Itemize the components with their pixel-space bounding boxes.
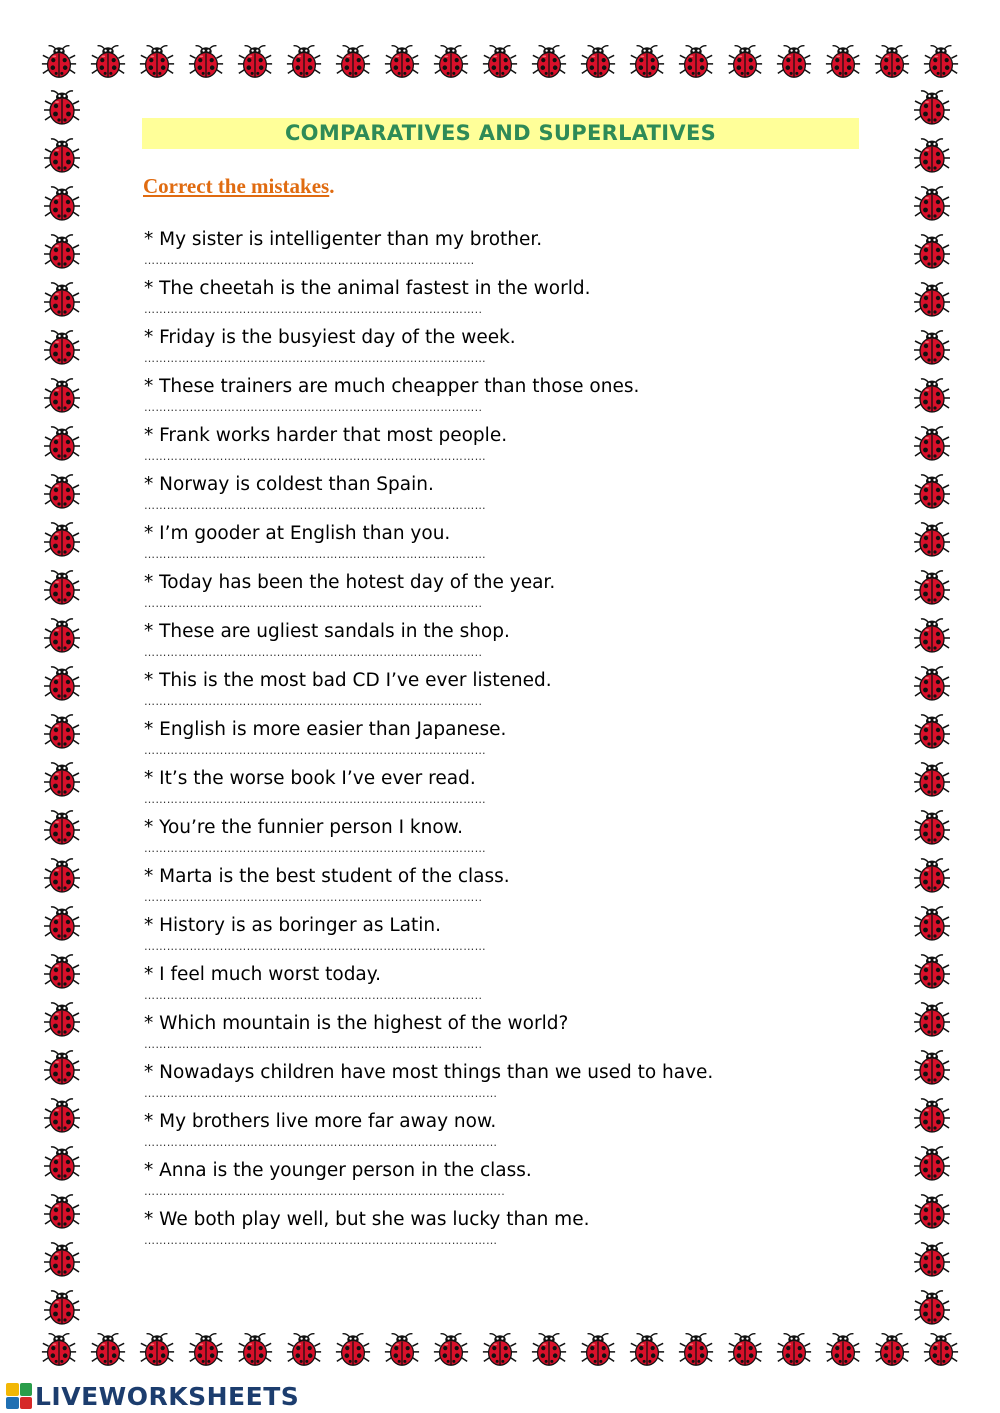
ladybug-icon: [236, 1330, 274, 1370]
answer-line[interactable]: ……………………………………………………………………………: [144, 254, 475, 267]
ladybug-icon: [42, 1192, 82, 1232]
ladybug-icon: [40, 42, 78, 82]
liveworksheets-logo-icon: [6, 1383, 32, 1409]
ladybug-icon: [579, 42, 617, 82]
ladybug-icon: [824, 1330, 862, 1370]
ladybug-icon: [42, 88, 82, 128]
ladybug-icon: [42, 136, 82, 176]
ladybug-icon: [42, 1144, 82, 1184]
ladybug-icon: [481, 42, 519, 82]
exercise-item: [144, 765, 784, 814]
ladybug-icon: [432, 42, 470, 82]
answer-line[interactable]: ………………………………………………………………………………: [144, 450, 486, 463]
ladybug-icon: [42, 328, 82, 368]
ladybug-icon: [42, 856, 82, 896]
ladybug-icon: [912, 1240, 952, 1280]
sentence-text: * English is more easier than Japanese.: [144, 719, 507, 740]
instruction-punct: .: [329, 174, 335, 198]
answer-line[interactable]: ……………………………………………………………………………..: [144, 891, 483, 904]
ladybug-icon: [912, 808, 952, 848]
ladybug-icon: [42, 712, 82, 752]
ladybug-icon: [726, 42, 764, 82]
ladybug-icon: [285, 42, 323, 82]
exercise-item: [144, 618, 784, 667]
ladybug-icon: [912, 376, 952, 416]
ladybug-border-bottom: [40, 1330, 960, 1370]
answer-line[interactable]: ………………………………………………………………………………: [144, 842, 486, 855]
sentence-text: * Norway is coldest than Spain.: [144, 474, 434, 495]
ladybug-icon: [530, 1330, 568, 1370]
footer-logo: [6, 1380, 299, 1412]
title-banner: [142, 118, 859, 149]
ladybug-icon: [40, 1330, 78, 1370]
exercise-item: [144, 1108, 784, 1157]
ladybug-icon: [42, 184, 82, 224]
ladybug-icon: [334, 42, 372, 82]
answer-line[interactable]: ……………………………………………………………………………..: [144, 303, 483, 316]
ladybug-icon: [912, 664, 952, 704]
sentence-text: * It’s the worse book I’ve ever read.: [144, 768, 476, 789]
exercise-item: [144, 1059, 784, 1108]
ladybug-icon: [432, 1330, 470, 1370]
ladybug-icon: [481, 1330, 519, 1370]
answer-line[interactable]: ……………………………………………………………………………..: [144, 695, 483, 708]
ladybug-icon: [383, 42, 421, 82]
exercise-item: [144, 275, 784, 324]
ladybug-icon: [912, 712, 952, 752]
ladybug-icon: [42, 904, 82, 944]
answer-line[interactable]: ………………………………………………………………………………: [144, 793, 486, 806]
ladybug-border-top: [40, 42, 960, 82]
ladybug-icon: [912, 1144, 952, 1184]
sentence-text: * We both play well, but she was lucky than me.: [144, 1209, 590, 1230]
answer-line[interactable]: …………………………………………………………………………………: [144, 1087, 498, 1100]
ladybug-icon: [922, 1330, 960, 1370]
sentence-text: * Today has been the hotest day of the year.: [144, 572, 556, 593]
ladybug-icon: [42, 1240, 82, 1280]
ladybug-icon: [42, 568, 82, 608]
answer-line[interactable]: ……………………………………………………………………………..: [144, 1038, 483, 1051]
ladybug-icon: [912, 1192, 952, 1232]
sentence-text: * This is the most bad CD I’ve ever listened.: [144, 670, 552, 691]
sentence-text: * Anna is the younger person in the class.: [144, 1160, 532, 1181]
ladybug-icon: [42, 1288, 82, 1328]
ladybug-icon: [42, 520, 82, 560]
ladybug-icon: [912, 1096, 952, 1136]
ladybug-icon: [912, 280, 952, 320]
answer-line[interactable]: ………………………………………………………………………………: [144, 940, 486, 953]
ladybug-icon: [628, 42, 666, 82]
ladybug-icon: [236, 42, 274, 82]
answer-line[interactable]: ……………………………………………………………………………..: [144, 646, 483, 659]
exercise-item: [144, 471, 784, 520]
ladybug-icon: [579, 1330, 617, 1370]
ladybug-icon: [187, 42, 225, 82]
ladybug-icon: [922, 42, 960, 82]
ladybug-icon: [912, 328, 952, 368]
ladybug-icon: [42, 1096, 82, 1136]
ladybug-icon: [89, 1330, 127, 1370]
answer-line[interactable]: …………………………………………………………………………………: [144, 1234, 498, 1247]
ladybug-icon: [912, 424, 952, 464]
answer-line[interactable]: ………………………………………………………………………………: [144, 744, 486, 757]
ladybug-icon: [912, 904, 952, 944]
ladybug-icon: [726, 1330, 764, 1370]
ladybug-icon: [912, 856, 952, 896]
sentence-text: * My brothers live more far away now.: [144, 1111, 497, 1132]
ladybug-icon: [628, 1330, 666, 1370]
exercise-item: [144, 1206, 784, 1255]
answer-line[interactable]: …………………………………………………………………………………..: [144, 1185, 506, 1198]
exercise-item: [144, 520, 784, 569]
sentence-text: * Which mountain is the highest of the world?: [144, 1013, 569, 1034]
ladybug-icon: [530, 42, 568, 82]
ladybug-icon: [42, 424, 82, 464]
answer-line[interactable]: …………………………………………………………………………………: [144, 1136, 498, 1149]
ladybug-border-right: [912, 88, 952, 1328]
sentence-text: * History is as boringer as Latin.: [144, 915, 441, 936]
instruction: [143, 174, 334, 199]
answer-line[interactable]: ………………………………………………………………………………: [144, 548, 486, 561]
ladybug-icon: [42, 616, 82, 656]
ladybug-icon: [912, 760, 952, 800]
ladybug-icon: [912, 88, 952, 128]
sentence-text: * Marta is the best student of the class.: [144, 866, 510, 887]
ladybug-icon: [42, 952, 82, 992]
exercise-item: [144, 1010, 784, 1059]
sentence-text: * I feel much worst today.: [144, 964, 381, 985]
exercise-item: [144, 569, 784, 618]
ladybug-icon: [912, 472, 952, 512]
ladybug-icon: [824, 42, 862, 82]
ladybug-icon: [42, 472, 82, 512]
ladybug-icon: [912, 616, 952, 656]
sentence-text: * Friday is the busyiest day of the week.: [144, 327, 516, 348]
ladybug-icon: [42, 232, 82, 272]
sentence-text: * I’m gooder at English than you.: [144, 523, 451, 544]
ladybug-icon: [912, 1048, 952, 1088]
ladybug-icon: [775, 1330, 813, 1370]
exercise-item: [144, 716, 784, 765]
exercise-item: [144, 324, 784, 373]
ladybug-icon: [285, 1330, 323, 1370]
ladybug-icon: [912, 136, 952, 176]
ladybug-icon: [775, 42, 813, 82]
exercise-item: [144, 863, 784, 912]
sentence-text: * Nowadays children have most things than we used to have.: [144, 1062, 714, 1083]
ladybug-icon: [912, 520, 952, 560]
ladybug-icon: [912, 232, 952, 272]
sentence-text: * These are ugliest sandals in the shop.: [144, 621, 510, 642]
ladybug-icon: [912, 568, 952, 608]
ladybug-icon: [677, 42, 715, 82]
ladybug-icon: [138, 42, 176, 82]
answer-line[interactable]: ……………………………………………………………………………..: [144, 401, 483, 414]
ladybug-border-left: [42, 88, 82, 1328]
answer-line[interactable]: ………………………………………………………………………………: [144, 352, 486, 365]
exercise-item: [144, 422, 784, 471]
ladybug-icon: [89, 42, 127, 82]
ladybug-icon: [873, 1330, 911, 1370]
ladybug-icon: [138, 1330, 176, 1370]
ladybug-icon: [383, 1330, 421, 1370]
sentence-text: * These trainers are much cheapper than those ones.: [144, 376, 640, 397]
ladybug-icon: [912, 952, 952, 992]
ladybug-icon: [42, 376, 82, 416]
exercise-list: [144, 226, 784, 1255]
ladybug-icon: [912, 1288, 952, 1328]
ladybug-icon: [912, 1000, 952, 1040]
page-title: COMPARATIVES AND SUPERLATIVES: [284, 121, 717, 145]
ladybug-icon: [42, 280, 82, 320]
exercise-item: [144, 1157, 784, 1206]
answer-line[interactable]: ………………………………………………………………………………: [144, 499, 486, 512]
ladybug-icon: [42, 1048, 82, 1088]
ladybug-icon: [677, 1330, 715, 1370]
ladybug-icon: [42, 760, 82, 800]
ladybug-icon: [42, 808, 82, 848]
exercise-item: [144, 814, 784, 863]
ladybug-icon: [187, 1330, 225, 1370]
exercise-item: [144, 667, 784, 716]
sentence-text: * My sister is intelligenter than my brother.: [144, 229, 543, 250]
ladybug-icon: [42, 664, 82, 704]
ladybug-icon: [42, 1000, 82, 1040]
answer-line[interactable]: ……………………………………………………………………………..: [144, 597, 483, 610]
ladybug-icon: [912, 184, 952, 224]
sentence-text: * The cheetah is the animal fastest in the world.: [144, 278, 591, 299]
brand-name: LIVEWORKSHEETS: [35, 1381, 300, 1411]
ladybug-icon: [334, 1330, 372, 1370]
ladybug-icon: [873, 42, 911, 82]
exercise-item: [144, 373, 784, 422]
sentence-text: * You’re the funnier person I know.: [144, 817, 463, 838]
exercise-item: [144, 226, 784, 275]
instruction-text: Correct the mistakes: [143, 174, 330, 198]
sentence-text: * Frank works harder that most people.: [144, 425, 508, 446]
answer-line[interactable]: ……………………………………………………………………………..: [144, 989, 483, 1002]
exercise-item: [144, 912, 784, 961]
exercise-item: [144, 961, 784, 1010]
